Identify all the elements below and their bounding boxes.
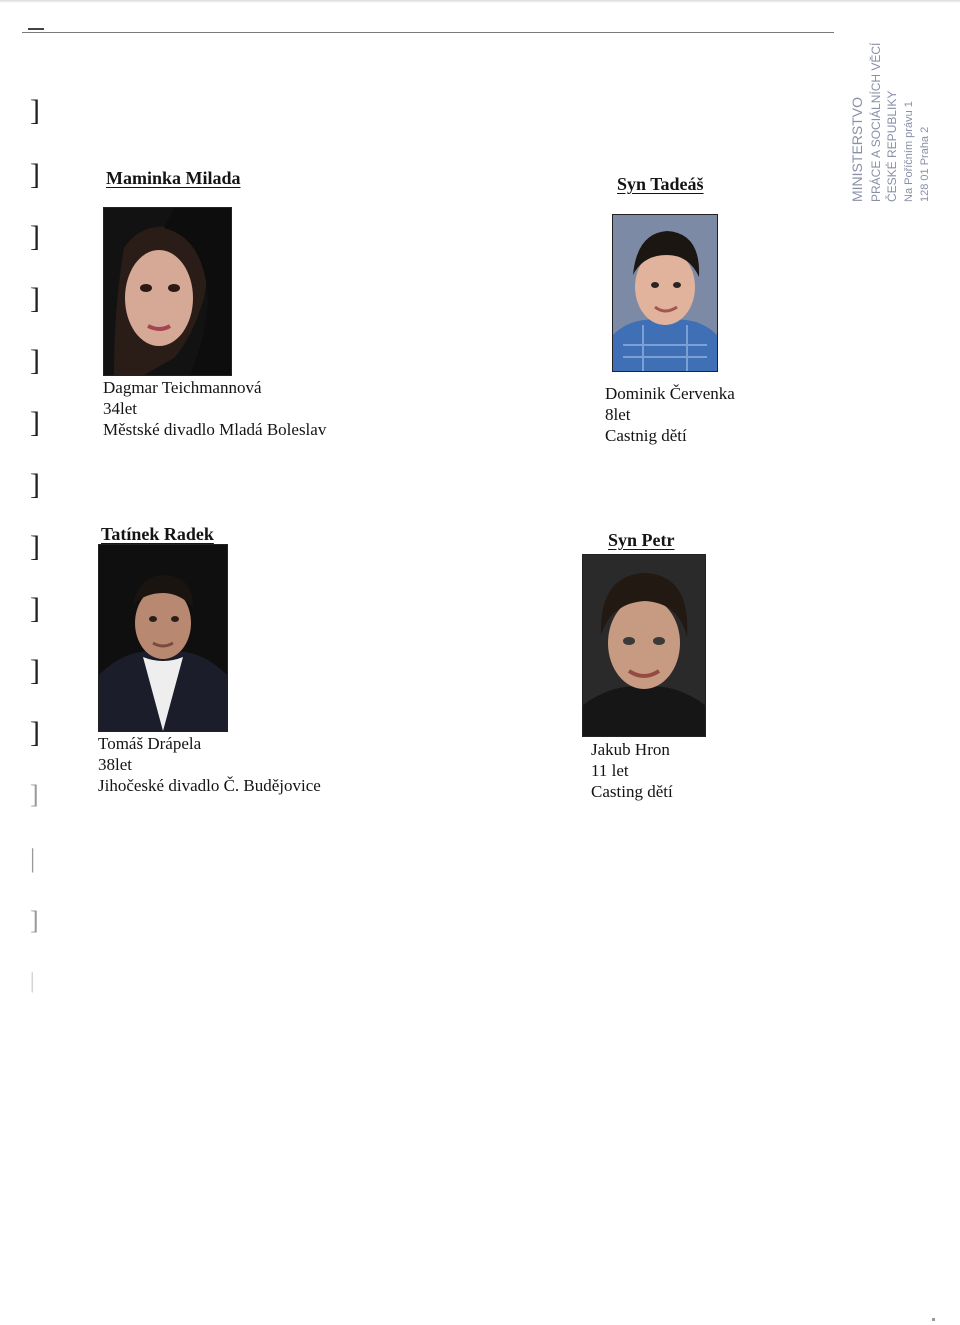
actor-note: Castnig dětí <box>605 426 687 445</box>
binder-mark: ] <box>30 344 40 377</box>
card-heading-maminka: Maminka Milada <box>106 168 241 188</box>
ministry-stamp <box>840 6 948 206</box>
binder-mark: ] <box>30 780 39 809</box>
stamp-line: 128 01 Praha 2 <box>919 126 931 202</box>
card-heading-petr: Syn Petr <box>608 530 675 550</box>
actor-name: Tomáš Drápela <box>98 734 202 753</box>
actor-age: 8let <box>605 405 631 424</box>
binder-mark: ] <box>30 406 40 439</box>
binder-mark: | <box>30 844 36 873</box>
binder-mark: ] <box>30 530 40 563</box>
card-heading-tadeas: Syn Tadeáš <box>617 174 704 194</box>
binder-mark: ] <box>30 592 40 625</box>
actor-note: Městské divadlo Mladá Boleslav <box>103 420 327 439</box>
actor-age: 11 let <box>591 761 629 780</box>
stamp-line: PRÁCE A SOCIÁLNÍCH VĚCÍ <box>869 42 883 202</box>
stamp-line: Na Poříčním právu 1 <box>903 101 915 202</box>
actor-name: Dominik Červenka <box>605 384 735 403</box>
photo-dagmar <box>104 208 231 375</box>
binder-mark: ] <box>30 282 40 315</box>
binder-mark: ] <box>30 158 40 191</box>
photo-tomas <box>99 545 227 731</box>
binder-mark: | <box>30 968 35 993</box>
binder-mark: ] <box>30 468 40 501</box>
photo-dominik <box>613 215 717 371</box>
binder-mark: ] <box>30 220 40 253</box>
actor-name: Dagmar Teichmannová <box>103 378 262 397</box>
stamp-line: MINISTERSTVO <box>849 96 865 202</box>
binder-mark: ] <box>30 906 39 935</box>
corner-mark <box>28 28 44 46</box>
photo-jakub <box>583 555 705 736</box>
actor-note: Casting dětí <box>591 782 673 801</box>
stamp-line: ČESKÉ REPUBLIKY <box>885 90 899 202</box>
card-heading-radek: Tatínek Radek <box>101 524 214 544</box>
page-top-edge <box>0 0 960 3</box>
card-info-tomas <box>98 733 321 796</box>
actor-name: Jakub Hron <box>591 740 670 759</box>
binder-mark: ] <box>30 654 40 687</box>
actor-age: 34let <box>103 399 137 418</box>
card-info-dagmar <box>103 377 326 440</box>
card-info-jakub <box>591 739 673 802</box>
actor-age: 38let <box>98 755 132 774</box>
card-info-dominik <box>605 383 735 446</box>
scan-speck <box>932 1318 935 1321</box>
top-rule <box>22 32 834 33</box>
binder-mark: ] <box>30 716 40 749</box>
actor-note: Jihočeské divadlo Č. Budějovice <box>98 776 321 795</box>
binder-mark: ] <box>30 94 40 127</box>
